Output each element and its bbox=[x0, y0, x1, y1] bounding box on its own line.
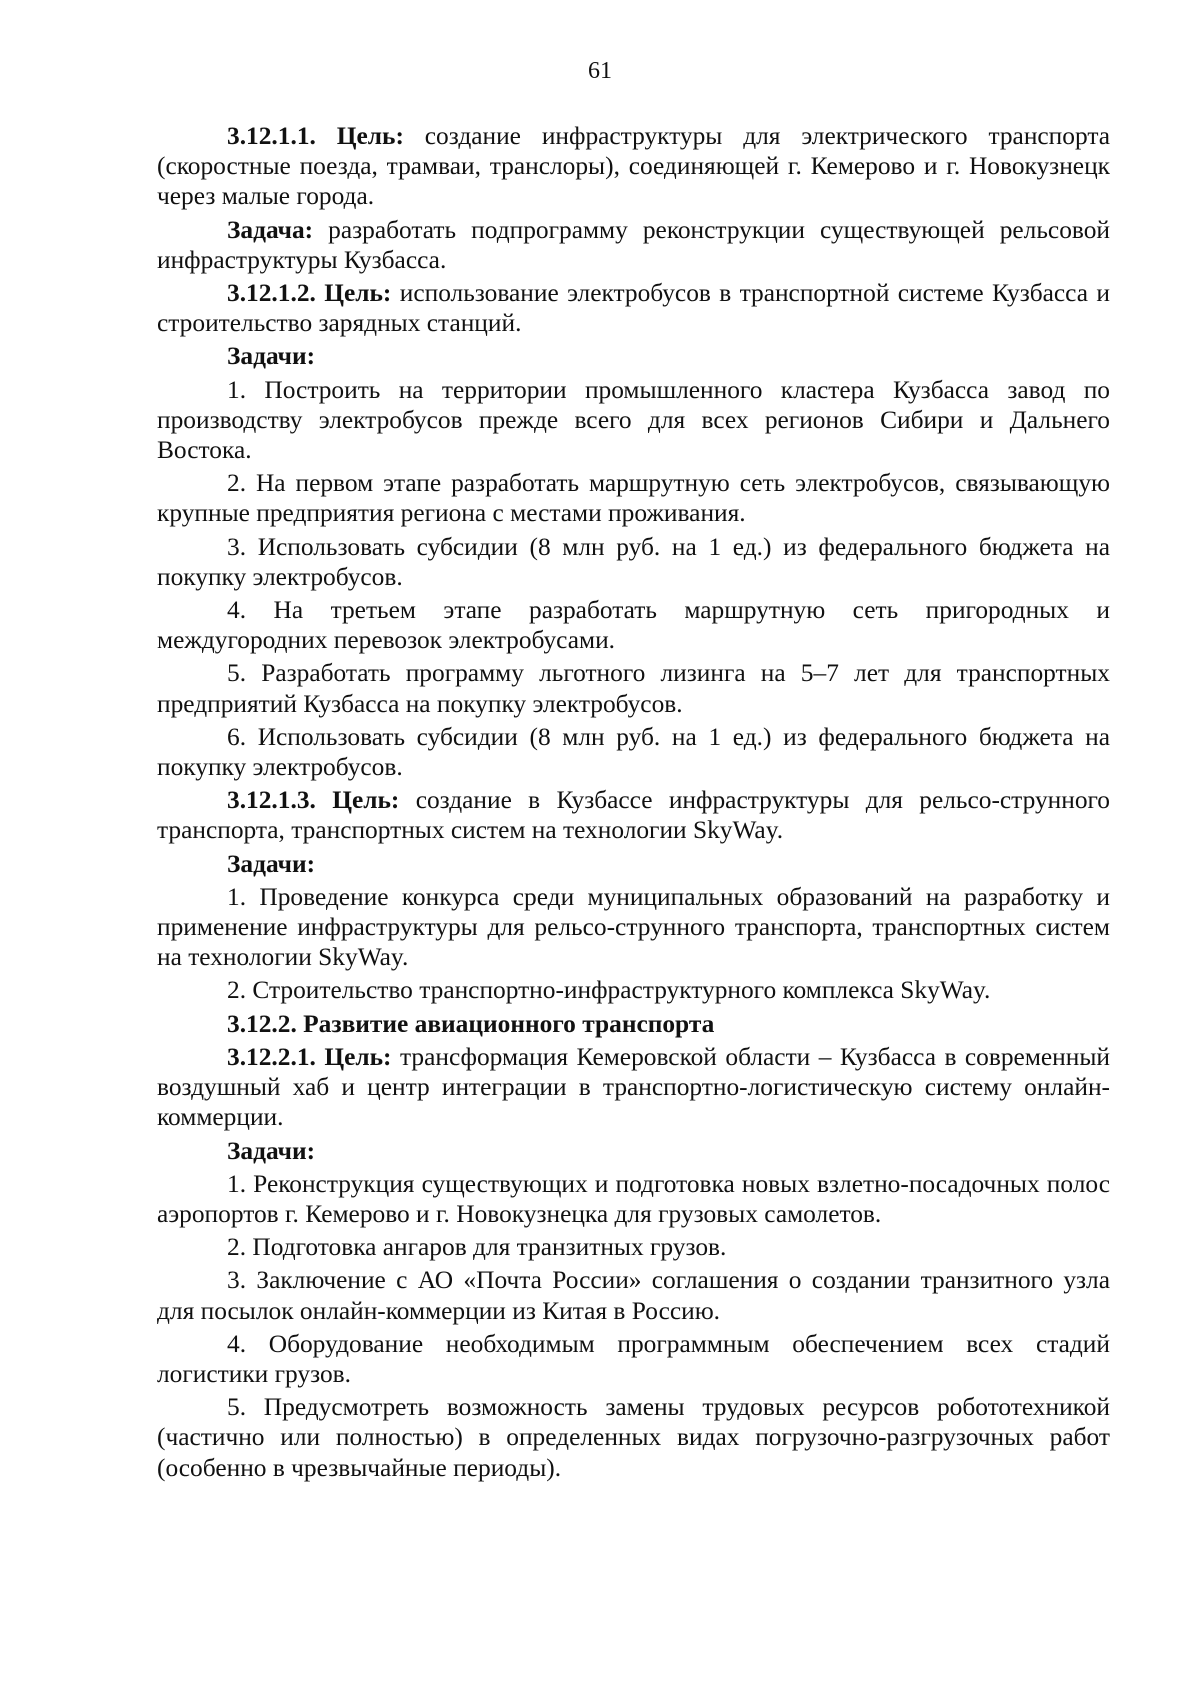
goal-paragraph bbox=[157, 278, 1110, 338]
goal-number: 3.12.1.2. bbox=[227, 279, 316, 308]
list-item: 3. Заключение с АО «Почта России» соглашения о создании транзитного узла для посылок онлайн-коммерции из Китая в Россию. bbox=[157, 1266, 1110, 1325]
list-item: 1. Проведение конкурса среди муниципальных образований на разработку и применение инфраструктуры для рельсо-струнного транспорта, транспортных систем на технологии SkyWay. bbox=[157, 882, 1110, 972]
goal-number: 3.12.2.1. bbox=[227, 1042, 316, 1071]
page-number: 61 bbox=[588, 58, 612, 84]
list-item: 4. На третьем этапе разработать маршрутную сеть пригородных и междугородних перевозок электробусами. bbox=[157, 596, 1110, 655]
tasks-label: Задачи: bbox=[227, 1136, 316, 1165]
goal-text: использование электробусов в транспортной системе Кузбасса и строительство зарядных станций. bbox=[157, 279, 1110, 338]
goal-number: 3.12.1.3. bbox=[227, 786, 316, 815]
list-item: 4. Оборудование необходимым программным обеспечением всех стадий логистики грузов. bbox=[157, 1329, 1110, 1388]
task-label: Задача: bbox=[227, 215, 314, 244]
goal-number: 3.12.1.1. bbox=[227, 122, 316, 150]
task-text: разработать подпрограмму реконструкции существующей рельсовой инфраструктуры Кузбасса. bbox=[157, 215, 1110, 274]
goal-label: Цель: bbox=[324, 1042, 392, 1071]
list-item: 2. Подготовка ангаров для транзитных грузов. bbox=[227, 1233, 727, 1262]
list-item: 3. Использовать субсидии (8 млн руб. на 1 ед.) из федерального бюджета на покупку электробусов. bbox=[157, 532, 1110, 591]
goal-paragraph bbox=[157, 785, 1110, 845]
tasks-label: Задачи: bbox=[227, 342, 316, 371]
goal-label: Цель: bbox=[336, 122, 404, 150]
list-item: 1. Построить на территории промышленного кластера Кузбасса завод по производству электробусов прежде всего для всех регионов Сибири и Дальнего Востока. bbox=[157, 375, 1110, 465]
goal-paragraph bbox=[157, 121, 1110, 212]
list-item: 6. Использовать субсидии (8 млн руб. на 1 ед.) из федерального бюджета на покупку электробусов. bbox=[157, 722, 1110, 782]
list-item: 5. Разработать программу льготного лизинга на 5–7 лет для транспортных предприятий Кузбасса на покупку электробусов. bbox=[157, 659, 1110, 718]
tasks-label: Задачи: bbox=[227, 849, 316, 878]
task-paragraph bbox=[157, 215, 1110, 275]
goal-label: Цель: bbox=[324, 279, 392, 308]
goal-text: трансформация Кемеровской области – Кузбасса в современный воздушный хаб и центр интеграции в транспортно-логистическую систему онлайн-коммерции. bbox=[157, 1042, 1110, 1132]
goal-text: создание в Кузбассе инфраструктуры для рельсо-струнного транспорта, транспортных систем на технологии SkyWay. bbox=[157, 786, 1110, 845]
list-item: 1. Реконструкция существующих и подготовка новых взлетно-посадочных полос аэропортов г. Кемерово и г. Новокузнецка для грузовых самолетов. bbox=[157, 1169, 1110, 1228]
goal-text: создание инфраструктуры для электрического транспорта (скоростные поезда, трамваи, транслоры), соединяющей г. Кемерово и г. Новокузнецк через малые города. bbox=[157, 122, 1110, 211]
goal-label: Цель: bbox=[332, 786, 400, 815]
list-item: 2. На первом этапе разработать маршрутную сеть электробусов, связывающую крупные предприятия региона с местами проживания. bbox=[157, 469, 1110, 528]
list-item: 5. Предусмотреть возможность замены трудовых ресурсов робототехникой (частично или полностью) в определенных видах погрузочно-разгрузочных работ (особенно в чрезвычайные периоды). bbox=[157, 1393, 1110, 1482]
section-heading: 3.12.2. Развитие авиационного транспорта bbox=[227, 1009, 715, 1038]
goal-paragraph bbox=[157, 1042, 1110, 1133]
list-item: 2. Строительство транспортно-инфраструктурного комплекса SkyWay. bbox=[227, 976, 991, 1005]
document-body bbox=[157, 118, 1110, 1483]
